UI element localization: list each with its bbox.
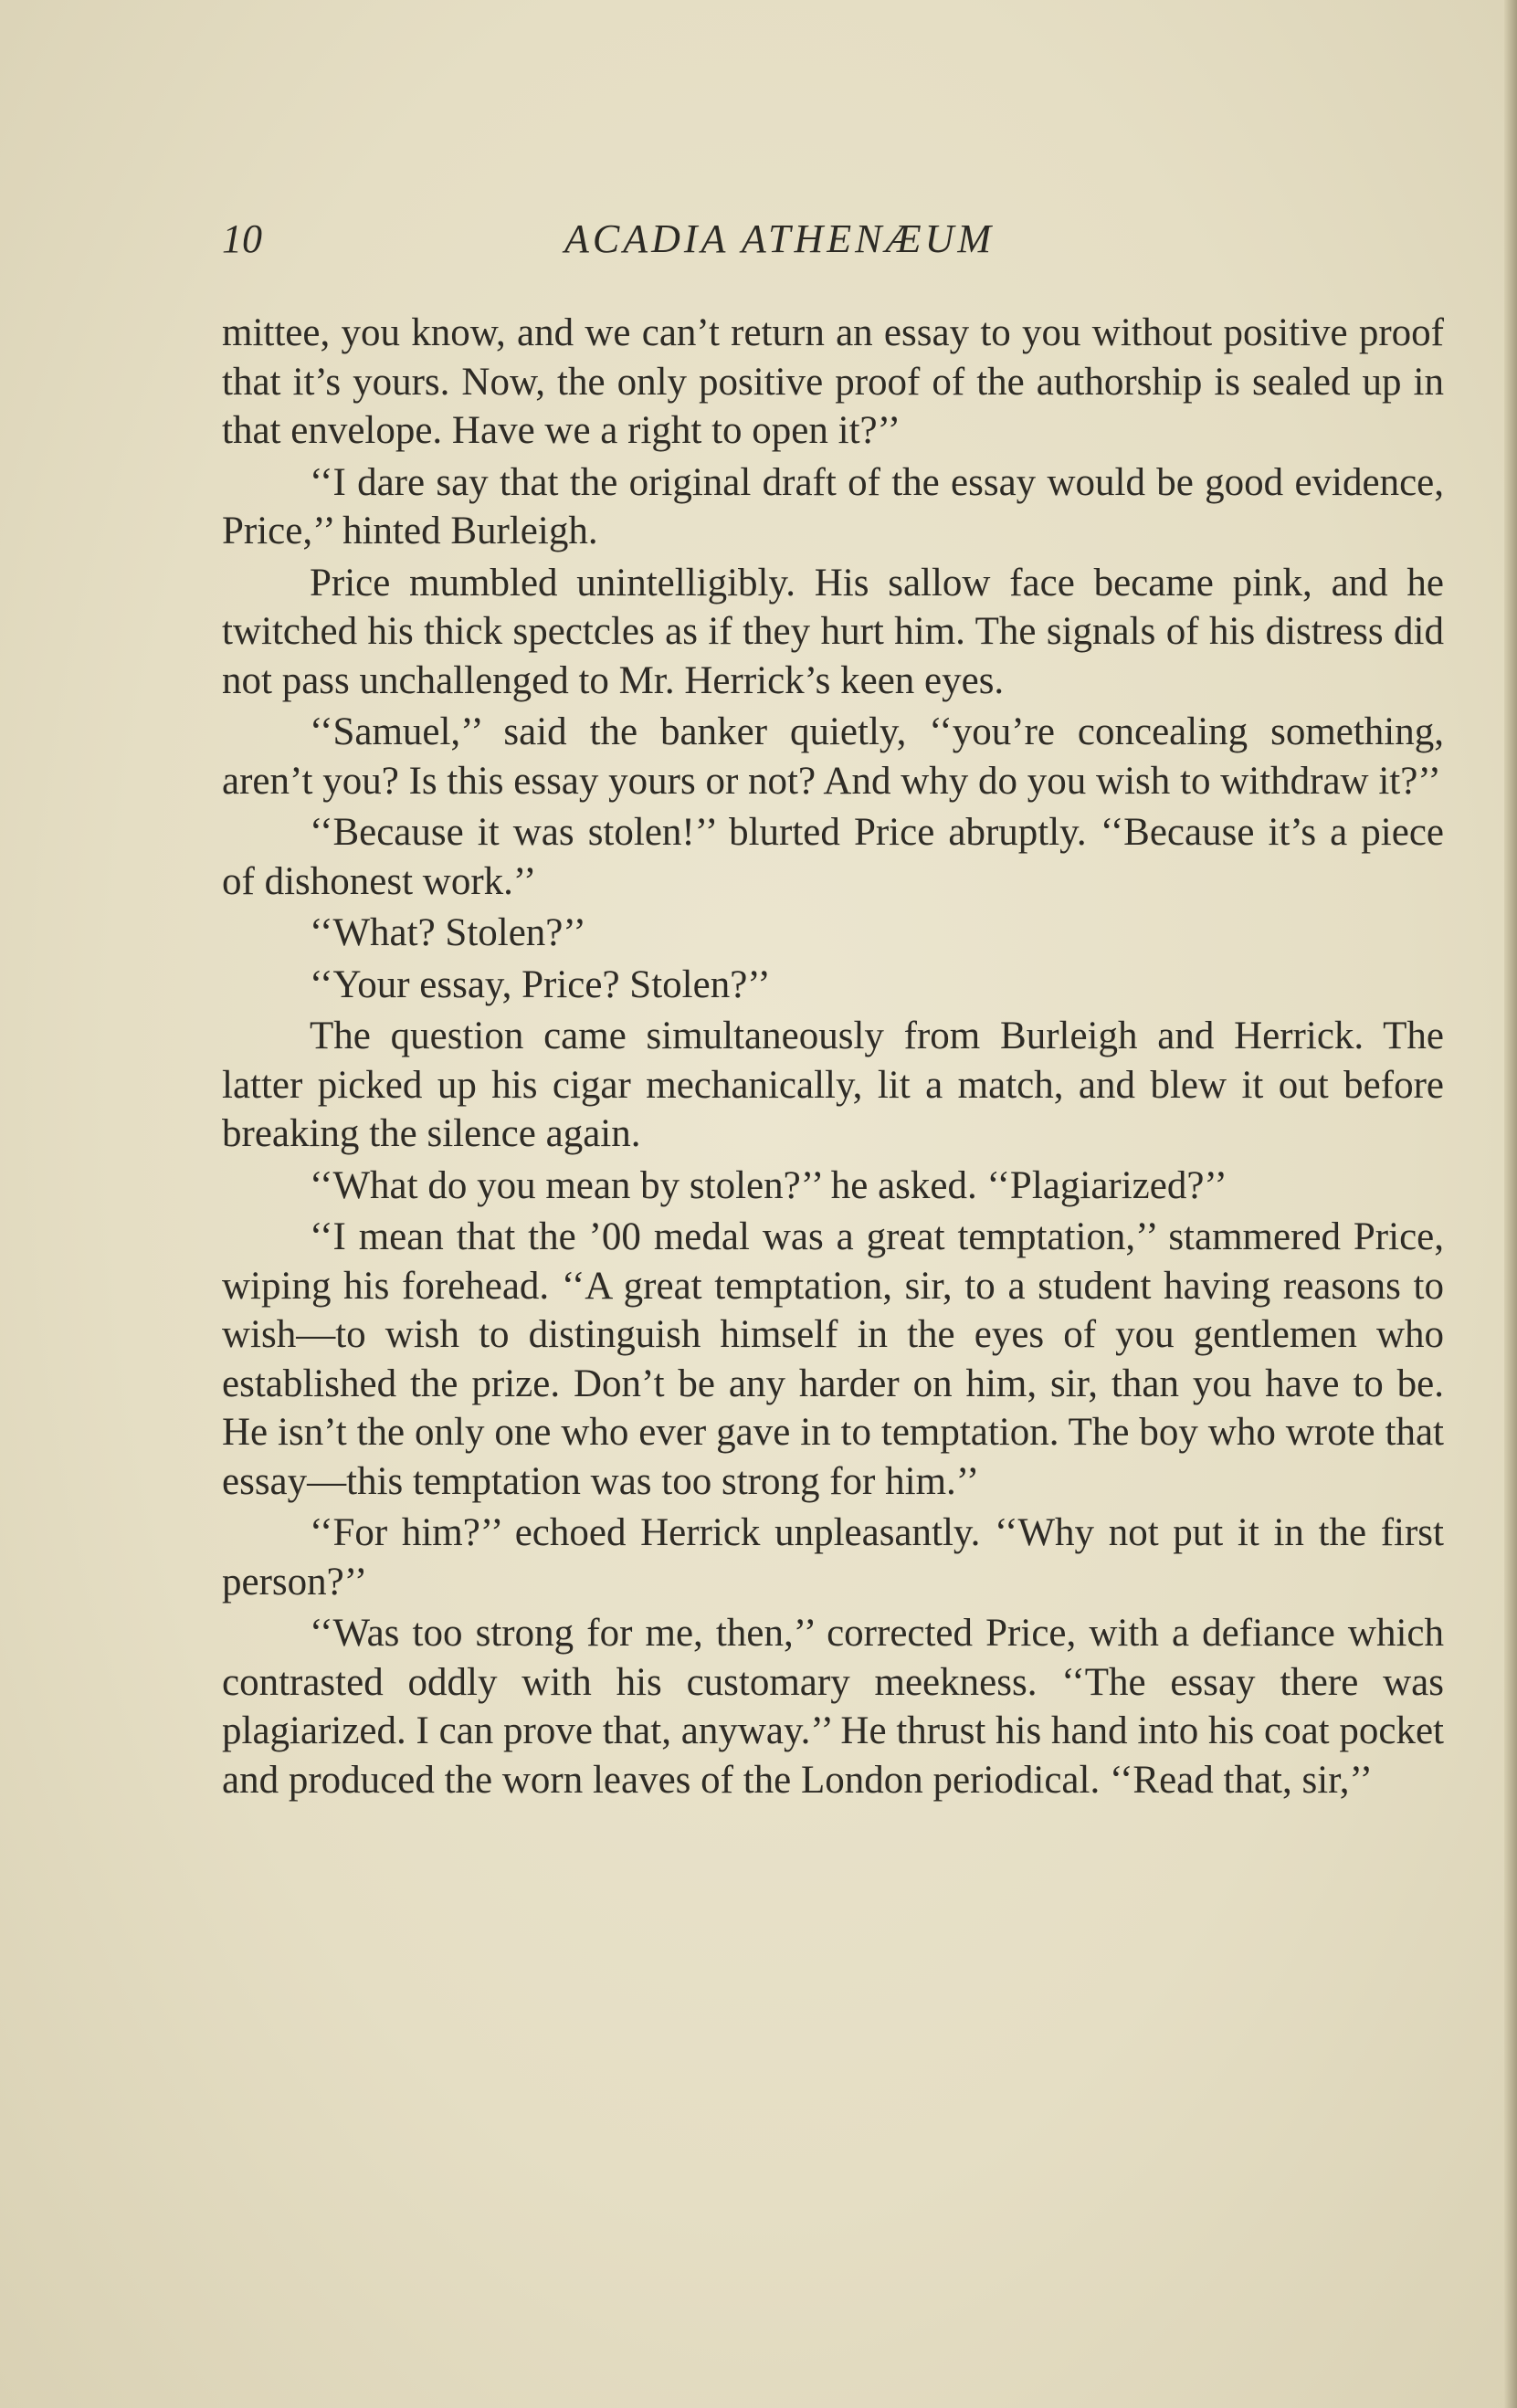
paragraph: mittee, you know, and we can’t return an essay to you without positive proof that it’s yours. Now, the only positive proof of the authorship is sealed up in that envelope. Have we a right to open it?’’ [222, 311, 1444, 452]
paragraph: ‘‘What? Stolen?’’ [310, 911, 586, 954]
paragraph: ‘‘Samuel,’’ said the banker quietly, ‘‘you’re concealing something, aren’t you? Is this essay yours or not? And why do you wish to withdraw it?’’ [222, 710, 1444, 803]
paragraph: The question came simultaneously from Burleigh and Herrick. The latter picked up his cigar mechanically, lit a match, and blew it out before breaking the silence again. [222, 1015, 1444, 1155]
paragraph: ‘‘For him?’’ echoed Herrick unpleasantly. ‘‘Why not put it in the first person?’’ [222, 1511, 1444, 1604]
paragraph: Price mumbled unintelligibly. His sallow face became pink, and he twitched his thick spectcles as if they hurt him. The signals of his distress did not pass unchallenged to Mr. Herrick’s keen eyes. [222, 561, 1444, 702]
paragraph: ‘‘Because it was stolen!’’ blurted Price abruptly. ‘‘Because it’s a piece of dishonest work.’’ [222, 811, 1444, 903]
running-head: ACADIA ATHENÆUM [564, 216, 996, 261]
body-text [222, 309, 1444, 1807]
page-number: 10 [222, 216, 262, 261]
paragraph: ‘‘Was too strong for me, then,’’ corrected Price, with a defiance which contrasted oddly with his customary meekness. ‘‘The essay there was plagiarized. I can prove that, anyway.’’ He thrust his hand into his coat pocket and produced the worn leaves of the London periodical. ‘‘Read that, sir,’’ [222, 1612, 1444, 1802]
paragraph: ‘‘What do you mean by stolen?’’ he asked. ‘‘Plagiarized?’’ [310, 1163, 1227, 1207]
paragraph: ‘‘I dare say that the original draft of the essay would be good evidence, Price,’’ hinted Burleigh. [222, 460, 1444, 552]
paragraph: ‘‘Your essay, Price? Stolen?’’ [310, 962, 771, 1006]
paragraph: ‘‘I mean that the ’00 medal was a great temptation,’’ stammered Price, wiping his forehead. ‘‘A great temptation, sir, to a student having reasons to wish—to wish to distinguish himself in the eyes of you gentlemen who established the prize. Don’t be any harder on him, sir, than you have to be. He isn’t the only one who ever gave in to temptation. The boy who wrote that essay—this temptation was too strong for him.’’ [222, 1215, 1444, 1503]
page-edge [1504, 0, 1517, 2408]
page-header [222, 216, 1444, 270]
